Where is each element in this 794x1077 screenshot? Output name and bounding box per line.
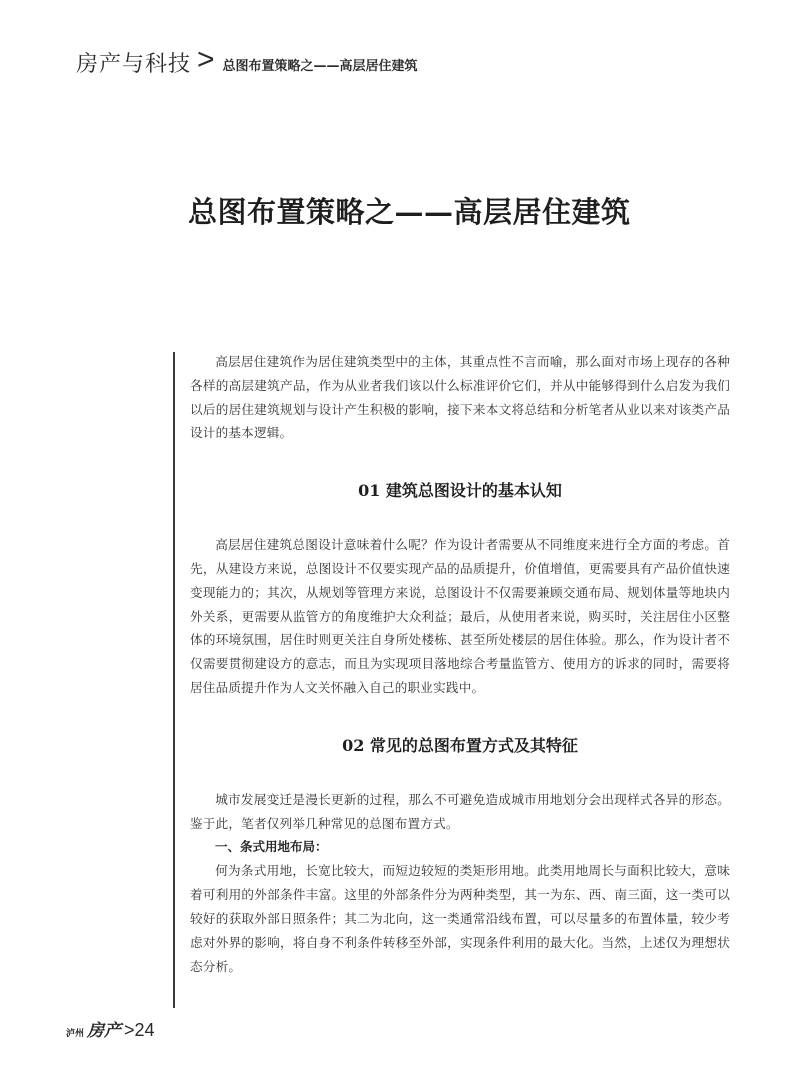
section-2-subheading: 一、条式用地布局： <box>215 839 328 855</box>
header-article-subtitle: 总图布置策略之——高层居住建筑 <box>222 58 418 74</box>
header-section-title: 房产与科技 <box>76 51 192 77</box>
article-body <box>190 350 730 978</box>
section-1-paragraph: 高层居住建筑总图设计意味着什么呢？作为设计者需要从不同维度来进行全方面的考虑。首先，从建设方来说，总图设计不仅要实现产品的品质提升，价值增值，更需要具有产品价值快速变现能力的；其次，从规划等管理方来说，总图设计不仅需要兼顾交通布局、规划体量等地块内外关系，更需要从监管方的角度维护大众利益；最后，从使用者来说，购买时，关注居住小区整体的环境氛围，居住时则更关注自身所处楼栋、甚至所处楼层的居住体验。那么，作为设计者不仅需要贯彻建设方的意志，而且为实现项目落地综合考量监管方、使用方的诉求的同时，需要将居住品质提升作为人文关怀融入自己的职业实践中。 <box>190 537 730 695</box>
intro-paragraph: 高层居住建筑作为居住建筑类型中的主体，其重点性不言而喻，那么面对市场上现存的各种各样的高层建筑产品，作为从业者我们该以什么标准评价它们，并从中能够得到什么启发为我们以后的居住建筑规划与设计产生积极的影响，接下来本文将总结和分析笔者从业以来对该类产品设计的基本逻辑。 <box>190 354 730 441</box>
article-title: 总图布置策略之——高层居住建筑 <box>188 195 631 229</box>
page-number: >24 <box>124 1020 155 1040</box>
page-footer <box>66 1016 155 1041</box>
footer-city: 泸州 <box>66 1029 85 1039</box>
footer-brand-logo: 房产 <box>87 1021 122 1041</box>
section-2-sub-paragraph: 何为条式用地，长宽比较大，而短边较短的类矩形用地。此类用地周长与面积比较大，意味着可利用的外部条件丰富。这里的外部条件分为两种类型，其一为东、西、南三面，这一类可以较好的获取外部日照条件；其二为北向，这一类通常沿线布置，可以尽量多的布置体量，较少考虑对外界的影响，将自身不利条件转移至外部，实现条件利用的最大化。当然，上述仅为理想状态分析。 <box>190 863 730 974</box>
section-2-paragraph: 城市发展变迁是漫长更新的过程，那么不可避免造成城市用地划分会出现样式各异的形态。鉴于此，笔者仅列举几种常见的总图布置方式。 <box>190 791 730 831</box>
section-1-heading: 01 建筑总图设计的基本认知 <box>358 481 562 501</box>
page-header <box>76 42 418 82</box>
section-2-heading: 02 常见的总图布置方式及其特征 <box>342 735 578 755</box>
column-divider <box>173 352 175 1008</box>
chevron-right-icon: > <box>197 43 215 76</box>
